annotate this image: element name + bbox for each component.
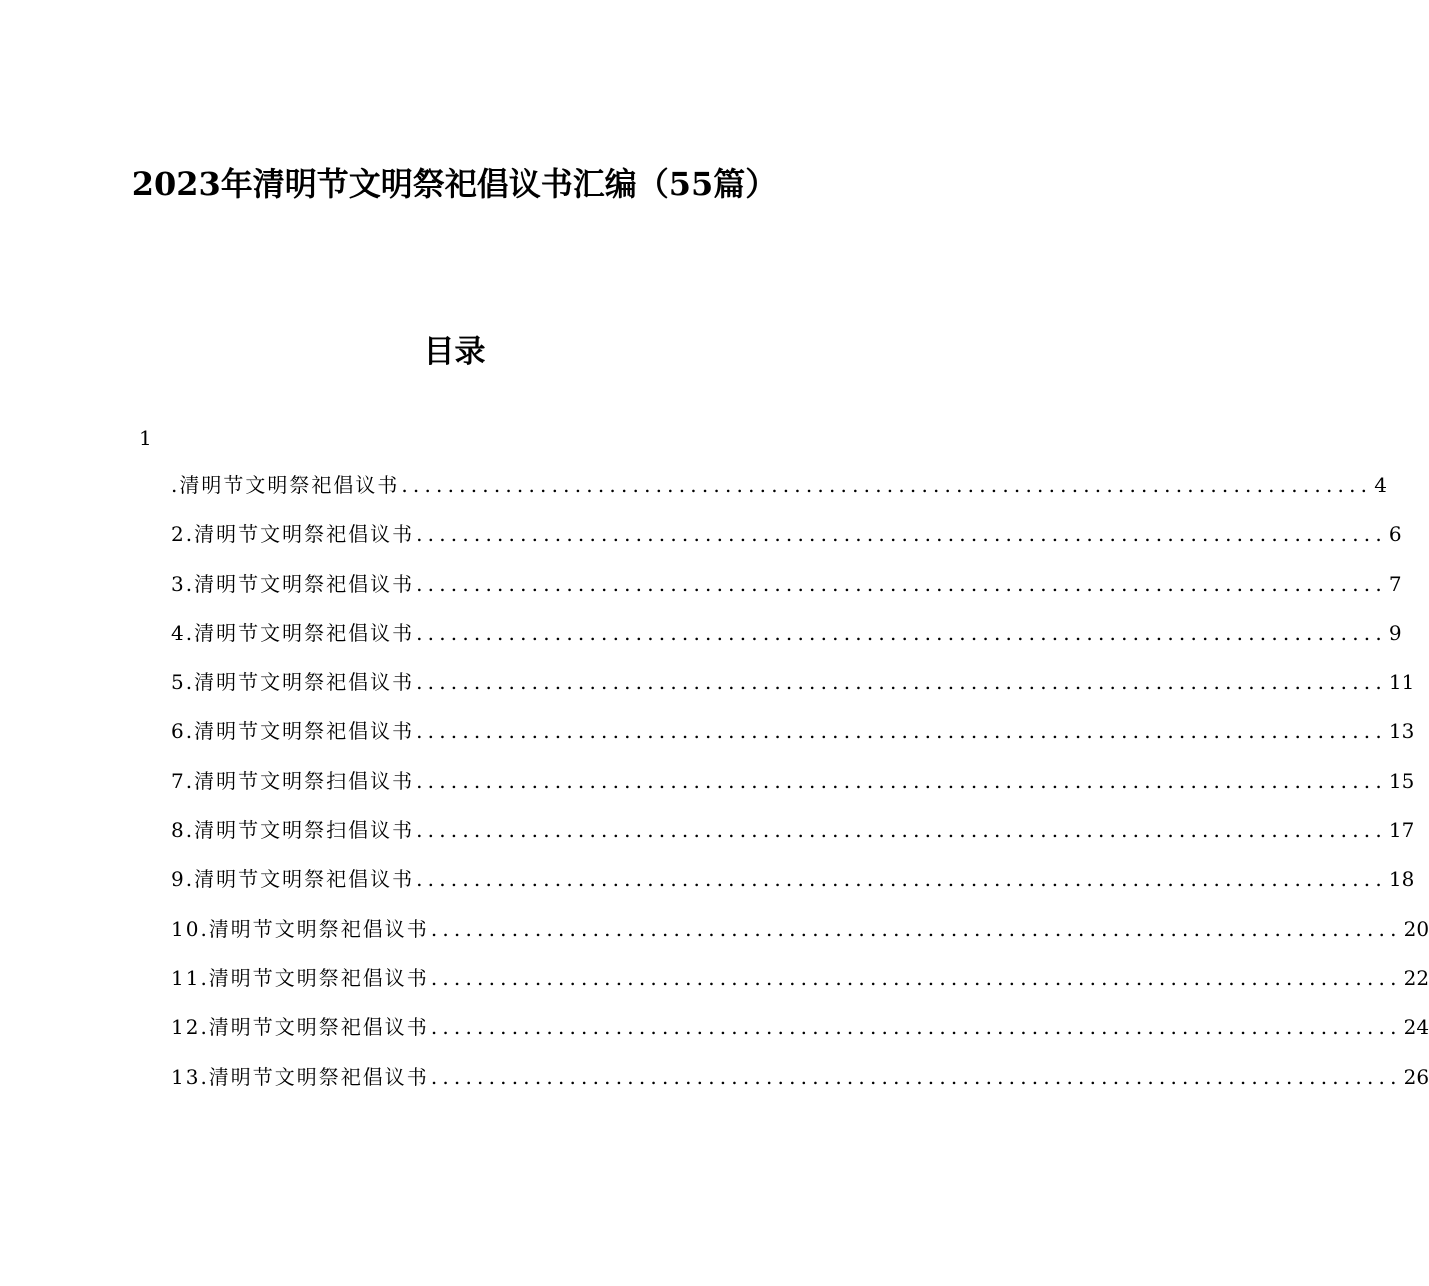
toc-entry[interactable]	[171, 963, 1429, 1012]
toc-dot-leader: ....................................................................................	[416, 867, 1387, 892]
toc-entry-page: 6	[1388, 522, 1402, 547]
toc-entry[interactable]	[171, 470, 1387, 519]
toc-entry-page: 9	[1388, 620, 1402, 645]
toc-entry-label: 10.清明节文明祭祀倡议书	[171, 916, 429, 941]
toc-dot-leader: ....................................................................................	[416, 768, 1387, 793]
document-title: 2023年清明节文明祭祀倡议书汇编（55篇）	[131, 165, 778, 203]
toc-entry[interactable]	[171, 716, 1415, 765]
toc-entry-page: 7	[1388, 571, 1402, 596]
toc-entry-page: 24	[1403, 1015, 1429, 1040]
toc-entry[interactable]	[171, 914, 1429, 963]
toc-dot-leader: ....................................................................................	[416, 620, 1387, 645]
toc-entry[interactable]	[171, 667, 1415, 716]
toc-entry-page: 11	[1388, 670, 1415, 695]
toc-entry[interactable]	[171, 815, 1415, 864]
toc-entry[interactable]	[171, 1012, 1429, 1061]
toc-entry-page: 20	[1403, 916, 1429, 941]
toc-entry-label: 4.清明节文明祭祀倡议书	[171, 620, 415, 645]
toc-dot-leader: ....................................................................................	[430, 965, 1402, 990]
table-of-contents	[171, 470, 1429, 1111]
toc-entry-label: 2.清明节文明祭祀倡议书	[171, 522, 415, 547]
toc-dot-leader: ....................................................................................	[430, 1064, 1402, 1089]
toc-entry-page: 4	[1374, 473, 1387, 497]
toc-entry-label: 13.清明节文明祭祀倡议书	[171, 1064, 429, 1089]
toc-entry-label: 7.清明节文明祭扫倡议书	[171, 768, 415, 793]
toc-entry[interactable]	[171, 864, 1415, 913]
toc-entry-label: 8.清明节文明祭扫倡议书	[171, 818, 415, 843]
toc-entry-label: 6.清明节文明祭祀倡议书	[171, 719, 415, 744]
toc-dot-leader: ....................................................................................	[430, 1015, 1402, 1040]
toc-entry-page: 26	[1403, 1064, 1429, 1089]
toc-dot-leader: ....................................................................................	[416, 670, 1387, 695]
toc-entry-page: 22	[1403, 965, 1429, 990]
toc-entry[interactable]	[171, 766, 1415, 815]
toc-dot-leader: ....................................................................................	[416, 571, 1387, 596]
toc-dot-leader: ....................................................................................	[401, 473, 1373, 497]
toc-entry-page: 18	[1388, 867, 1415, 892]
toc-dot-leader: ....................................................................................	[416, 522, 1387, 547]
section-number: 1	[139, 426, 152, 450]
toc-entry-page: 13	[1388, 719, 1415, 744]
toc-entry-page: 17	[1388, 818, 1415, 843]
toc-entry-label: .清明节文明祭祀倡议书	[171, 473, 400, 497]
toc-entry[interactable]	[171, 618, 1402, 667]
toc-entry[interactable]	[171, 519, 1402, 568]
toc-entry[interactable]	[171, 569, 1402, 618]
toc-dot-leader: ....................................................................................	[430, 916, 1402, 941]
toc-entry-label: 12.清明节文明祭祀倡议书	[171, 1015, 429, 1040]
toc-entry-label: 3.清明节文明祭祀倡议书	[171, 571, 415, 596]
toc-heading: 目录	[423, 334, 486, 370]
toc-entry[interactable]	[171, 1062, 1429, 1111]
toc-entry-page: 15	[1388, 768, 1415, 793]
toc-dot-leader: ....................................................................................	[416, 719, 1387, 744]
toc-entry-label: 5.清明节文明祭祀倡议书	[171, 670, 415, 695]
toc-entry-label: 11.清明节文明祭祀倡议书	[171, 965, 429, 990]
toc-entry-label: 9.清明节文明祭祀倡议书	[171, 867, 415, 892]
toc-dot-leader: ....................................................................................	[416, 818, 1387, 843]
